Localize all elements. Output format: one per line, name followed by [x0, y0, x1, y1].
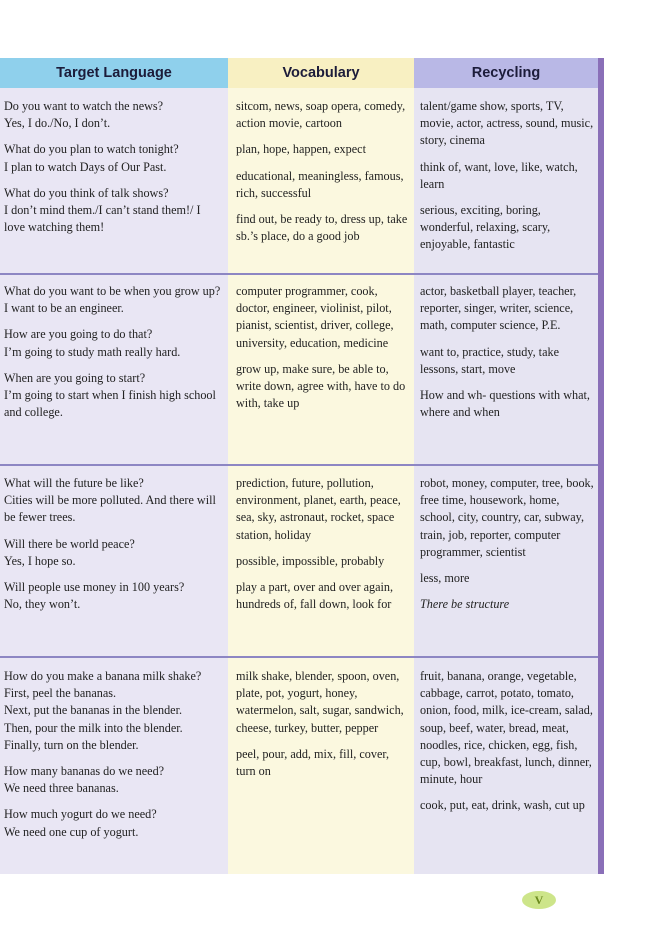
text-line: I want to be an engineer.: [4, 301, 124, 316]
text-line: want to, practice, study, take lessons, start, move: [420, 344, 559, 376]
text-line: I don’t mind them./I can’t stand them!/ I love watching them!: [4, 203, 201, 235]
row-4-vocab: [236, 668, 411, 789]
text-line: computer programmer, cook, doctor, engineer, violinist, pilot, pianist, scientist, driver, college, university, education, medicine: [236, 284, 394, 350]
row-divider: [0, 656, 598, 658]
page-number-badge: V: [522, 891, 556, 909]
header-target-language: Target Language: [0, 58, 228, 88]
text-line: I plan to watch Days of Our Past.: [4, 159, 167, 174]
text-line: I’m going to study math really hard.: [4, 344, 181, 359]
text-line: fruit, banana, orange, vegetable, cabbage, carrot, potato, tomato, onion, food, milk, ice-cream, salad, soup, beef, water, bread, meat, noodles, rice, chicken, egg, fish, cup, bowl, breakfast, lunch, dinner, minute, hour: [420, 669, 593, 787]
text-line: I’m going to start when I finish high school and college.: [4, 388, 216, 420]
row-2-target: [4, 283, 224, 430]
text-line: No, they won’t.: [4, 597, 81, 612]
text-line: actor, basketball player, teacher, reporter, singer, writer, science, math, computer science, P.E.: [420, 284, 577, 333]
row-3-target: [4, 475, 224, 622]
text-line: There be structure: [420, 597, 510, 612]
text-line: First, peel the bananas.: [4, 686, 117, 701]
text-line: How much yogurt do we need?: [4, 807, 157, 822]
text-line: peel, pour, add, mix, fill, cover, turn on: [236, 746, 390, 779]
text-line: serious, exciting, boring, wonderful, relaxing, scary, enjoyable, fantastic: [420, 203, 551, 252]
text-line: How are you going to do that?: [4, 327, 153, 342]
header-recycling: Recycling: [414, 58, 598, 88]
table: [0, 58, 602, 874]
text-line: Yes, I do./No, I don’t.: [4, 116, 111, 131]
text-line: What do you plan to watch tonight?: [4, 142, 179, 157]
text-line: How do you make a banana milk shake?: [4, 669, 202, 683]
text-line: How many bananas do we need?: [4, 764, 165, 779]
text-line: Do you want to watch the news?: [4, 99, 164, 113]
text-line: educational, meaningless, famous, rich, successful: [236, 168, 404, 200]
row-3-vocab: [236, 475, 411, 622]
text-line: less, more: [420, 571, 470, 586]
text-line: Then, pour the milk into the blender.: [4, 720, 183, 735]
text-line: possible, impossible, probably: [236, 553, 385, 568]
text-line: Cities will be more polluted. And there will be fewer trees.: [4, 493, 216, 525]
text-line: prediction, future, pollution, environment, planet, earth, peace, sea, sky, astronaut, rocket, space station, holiday: [236, 476, 401, 542]
row-4-recycling: [420, 668, 596, 824]
text-line: Will people use money in 100 years?: [4, 580, 185, 595]
text-line: Next, put the bananas in the blender.: [4, 703, 183, 718]
row-1-vocab: [236, 98, 411, 254]
text-line: Will there be world peace?: [4, 536, 135, 551]
text-line: Yes, I hope so.: [4, 553, 76, 568]
text-line: How and wh- questions with what, where and when: [420, 388, 590, 420]
row-3-recycling: [420, 475, 596, 622]
text-line: sitcom, news, soap opera, comedy, action movie, cartoon: [236, 99, 406, 131]
text-line: What do you think of talk shows?: [4, 185, 169, 200]
text-line: milk shake, blender, spoon, oven, plate, pot, yogurt, honey, watermelon, salt, sugar, sandwich, cheese, turkey, butter, pepper: [236, 669, 404, 735]
text-line: talent/game show, sports, TV, movie, actor, actress, sound, music, story, cinema: [420, 99, 594, 148]
row-1-recycling: [420, 98, 596, 263]
purple-edge-bar: [598, 58, 604, 874]
row-divider: [0, 464, 598, 466]
row-4-target: [4, 668, 224, 850]
header-vocabulary: Vocabulary: [228, 58, 414, 88]
text-line: What do you want to be when you grow up?: [4, 284, 221, 298]
text-line: grow up, make sure, be able to, write down, agree with, have to do with, take up: [236, 361, 406, 411]
text-line: find out, be ready to, dress up, take sb.’s place, do a good job: [236, 212, 408, 244]
text-line: What will the future be like?: [4, 476, 144, 490]
text-line: think of, want, love, like, watch, learn: [420, 159, 578, 191]
row-2-recycling: [420, 283, 596, 430]
text-line: robot, money, computer, tree, book, free time, housework, home, school, city, country, car, subway, train, job, reporter, computer programmer, scientist: [420, 476, 594, 559]
row-2-vocab: [236, 283, 411, 421]
text-line: cook, put, eat, drink, wash, cut up: [420, 798, 585, 813]
row-divider: [0, 273, 598, 275]
text-line: When are you going to start?: [4, 370, 146, 385]
text-line: play a part, over and over again, hundreds of, fall down, look for: [236, 580, 394, 612]
text-line: plan, hope, happen, expect: [236, 142, 366, 157]
text-line: Finally, turn on the blender.: [4, 737, 139, 752]
text-line: We need three bananas.: [4, 781, 119, 796]
text-line: We need one cup of yogurt.: [4, 824, 139, 839]
row-1-target: [4, 98, 224, 245]
